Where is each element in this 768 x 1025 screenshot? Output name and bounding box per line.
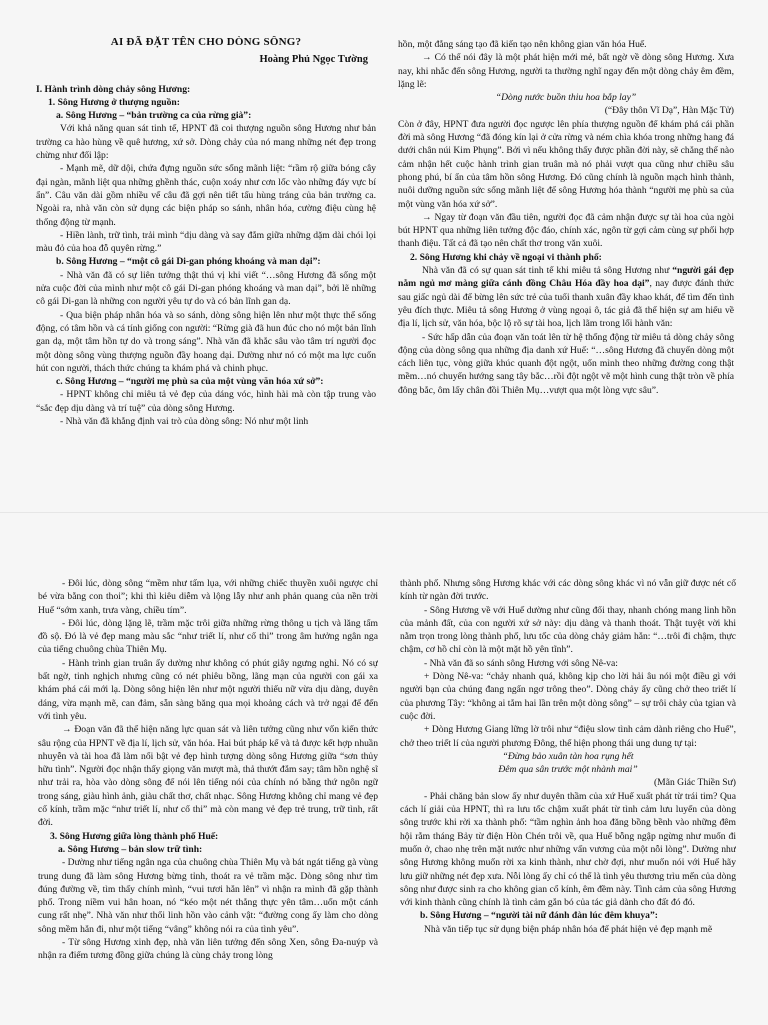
paragraph: - Sông Hương về với Huế dường như cũng đổi thay, nhanh chóng mang linh hồn của mảnh đất, của con người xứ sở này: dịu dàng và thanh thoát. Thật tuyệt vời khi nằm trọn trong lòng thành phố, lưu tốc của dòng chảy giảm hẳn: “…trôi đi chậm, thực chậm, cơ hồ chỉ còn là một mặt hồ yên tĩnh”. [400, 604, 736, 656]
sub-subsection-heading: b. Sông Hương – “người tài nữ đánh đàn lúc đêm khuya”: [420, 910, 658, 922]
document-author: Hoàng Phủ Ngọc Tường [259, 54, 368, 66]
poem-quote: “Dòng nước buồn thiu hoa bắp lay” [495, 92, 637, 104]
paragraph: - Phải chăng bản slow ấy như duyên thầm của xứ Huế xuất phát từ trái tim? Qua cách lí giải của HPNT, thì ra lưu tốc chậm xuất phát từ tình cảm lưu luyến của dòng sông trước khi rời xa thành phố: “tầm nghìn ảnh hoa đăng bồng bềnh vào những đêm hội rằm tháng Bảy từ điện Hòn Chén trôi về, qua Huế bỗng ngập ngừng như muốn đi muốn ở, chao nhẹ trên mặt nước như những vấn vương của một nỗi lòng”. Dường như sông Hương không muốn rời xa kinh thành, như chờ đợi, như muốn nói với Huế hãy lưu giữ những nét đẹp xưa. Nỗi lòng ấy chỉ có thể là tình yêu thương trìu mến của dòng sông như được sinh ra cho không gian cổ kính, êm đềm này. Tình cảm của sông Hương với kinh thành cũng chính là tình cảm gắn bó của tác giả dành cho đất đó đó. [400, 790, 736, 909]
paragraph-text: , nay được đánh thức sau giấc ngủ dài để bừng lên sức trẻ của tuổi thanh xuân đầy khao khát, để tìm đến tình yêu đích thực. Miêu tả sông Hương ở vùng ngoại ô, tác giả đã thể hiện sự am hiểu về địa lí, lịch sử, văn hóa, bộc lộ rõ sự tài hoa, lịch lãm trong lối hành văn: [398, 278, 734, 330]
paragraph: - Đôi lúc, dòng lặng lẽ, trầm mặc trôi giữa những rừng thông u tịch và lăng tẩm đồ sộ. Đó là vẻ đẹp mang màu sắc “như triết lí, như cổ thi” trong âm hưởng ngân nga của tiếng chuông chùa Thiên Mụ. [38, 617, 378, 656]
paragraph: Còn ở đây, HPNT đưa người đọc ngược lên phía thượng nguồn để khám phá cái phần đời mà sông Hương “đã đóng kín lại ở cửa rừng và ném chìa khóa trong những hang đá dưới chân núi Kim Phụng”. Bởi vì nếu không thấy được phần đời này, sẽ chẳng thể nào cảm nhận hết cuộc hành trình gian truân mà nó phải vượt qua cũng như chiều sâu phong phú, bí ẩn của tâm hồn sông Hương. Đó cũng chính là nguồn mạch hình thành, nuôi dưỡng nguồn sức sống mãnh liệt để sông Hương hóa thành “người mẹ phù sa của một vùng văn hóa xứ sở”. [398, 118, 734, 210]
body-bottom-right [400, 577, 736, 936]
subsection-heading: 3. Sông Hương giữa lòng thành phố Huế: [50, 830, 219, 842]
body-top-left [36, 83, 376, 429]
sub-subsection-heading: c. Sông Hương – “người mẹ phù sa của một vùng văn hóa xứ sở”: [56, 376, 324, 388]
paragraph: - Hiền lành, trữ tình, trải mình “dịu dàng và say đắm giữa những dặm dài chói lọi màu đỏ của hoa đỗ quyên rừng.” [36, 229, 376, 255]
paragraph: - Dường như tiếng ngân nga của chuông chùa Thiên Mụ và bát ngát tiếng gà vùng trung dung đã làm sông Hương bừng tỉnh, thoát ra vẻ trầm mặc. Dòng sông như tìm đúng đường về, tìm thấy chính mình, “vui tươi hẳn lên” vì nhận ra mình đã gặp thành phố. Trong niềm vui hân hoan, nó “kéo một nét thẳng thực yên tâm…uốn một cánh cung rất nhẹ”. Nhà văn như thổi linh hồn vào cảnh vật: “đường cong ấy làm cho dòng sông mềm hẳn đi, như một tiếng “vâng” không nói ra của tình yêu”. [38, 857, 378, 935]
paragraph: → Đoạn văn đã thể hiện năng lực quan sát và liên tưởng cũng như vốn kiến thức sâu rộng của HPNT về địa lí, lịch sử, văn hóa. Hai bút pháp kể và tả được kết hợp nhuần nhuyễn và tài hoa đã làm nổi bật vẻ đẹp hình tượng dòng sông Hương giữa “sơn thủy hữu tình”. Người đọc nhận thấy giọng văn mượt mà, thả thướt đắm say; tâm hồn nghệ sĩ như trải ra, hòa vào dòng sông để nói lên tiếng nói của chính nó bằng thứ ngôn ngữ trong sáng, giàu hình ảnh, giàu chất thơ, chất nhạc. Sông Hương không chỉ mang vẻ đẹp cổ kính, trầm mặc “như triết lí, như cổ thi” mà còn mang vẻ đẹp trẻ trung, trữ tình, rất đời. [38, 724, 378, 829]
paragraph: thành phố. Nhưng sông Hương khác với các dòng sông khác vì nó vẫn giữ được nét cổ kính từ ngàn đời trước. [400, 578, 736, 603]
column-left-bottom [38, 577, 378, 1025]
quote-source: (Mãn Giác Thiền Sư) [653, 777, 736, 789]
paragraph: hồn, một đẳng sáng tạo đã kiến tạo nên không gian văn hóa Huế. [398, 39, 647, 50]
paragraph: + Dòng Hương Giang lững lờ trôi như “điệu slow tình cảm dành riêng cho Huế”, chở theo triết lí của người phương Đông, thể hiện phong thái ung dung tự tại: [400, 724, 736, 749]
document-title: AI ĐÃ ĐẶT TÊN CHO DÒNG SÔNG? [110, 36, 302, 48]
poem-quote: Đêm qua sân trước một nhành mai” [498, 764, 638, 776]
paragraph: → Có thể nói đây là một phát hiện mới mẻ, bất ngờ về dòng sông Hương. Xưa nay, khi nhắc đến sông Hương, người ta thường nghĩ ngay đến một dòng chảy êm đềm, lặng lẽ: [398, 52, 734, 90]
column-right-top [398, 38, 734, 506]
paragraph: - HPNT không chỉ miêu tả vẻ đẹp của dáng vóc, hình hài mà còn tập trung vào “sắc đẹp dịu dàng và trí tuệ” của dòng sông Hương. [36, 389, 376, 414]
body-top-right [398, 38, 734, 397]
page-sheet-top [0, 0, 768, 512]
paragraph-text: Nhà văn đã có sự quan sát tinh tế khi miêu tả sông Hương như [422, 265, 670, 277]
paragraph: → Ngay từ đoạn văn đầu tiên, người đọc đã cảm nhận được sự tài hoa của ngòi bút HPNT qua những liên tưởng độc đáo, chính xác, ngôn từ gợi cảm cùng sự phối hợp thanh điệu. Tất cả đã tạo nên chất thơ trong văn xuôi. [398, 211, 734, 250]
paragraph: - Sức hấp dẫn của đoạn văn toát lên từ hệ thống động từ miêu tả dòng chảy sông động của dòng sông qua những địa danh xứ Huế: “…sông Hương đã chuyển dòng một cách liên tục, vòng giữa khúc quanh đột ngột, uốn mình theo những đường cong thật mềm…nó chuyển hướng sang tây bắc…rồi đột ngột vẽ một hình cung thật tròn về phía đông bắc, ôm lấy chân đồi Thiên Mụ…vượt qua một lòng vực sâu”. [398, 331, 734, 396]
sub-subsection-heading: a. Sông Hương – bản slow trữ tình: [58, 843, 203, 855]
paragraph: - Qua biện pháp nhân hóa và so sánh, dòng sông hiện lên như một thực thể sống động, có tâm hồn và cá tính giống con người: “Rừng già đã hun đúc cho nó một bản lĩnh gan dạ, một tâm hồn tự do và trong sáng”. Nhà văn đã khắc sâu vào tâm trí người đọc một dòng sông vùng thượng nguồn đầy hoang dại. Dường như nó có một ma lực cuốn hút con người, thách thức chúng ta khám phá và chinh phục. [36, 309, 376, 374]
paragraph: Với khả năng quan sát tinh tế, HPNT đã coi thượng nguồn sông Hương như bản trường ca hào hùng về quê hương, xứ sở. Dòng chảy của nó mang những nét đẹp trong chừng như đối lập: [36, 123, 376, 162]
paragraph: - Mạnh mẽ, dữ dội, chứa đựng nguồn sức sống mãnh liệt: “rầm rộ giữa bóng cây đại ngàn, mãnh liệt qua những ghềnh thác, cuộn xoáy như cơn lốc vào những đáy vực bí ẩn”. Câu văn dài gồm nhiều vế câu đã gợi nên tiết tấu hùng tráng của bản trường ca. Ngoài ra, nhà văn còn sử dụng các biện pháp so sánh, nhân hóa, cường điệu cùng hệ thống động từ mạnh. [36, 163, 376, 228]
paragraph: - Đôi lúc, dòng sông “mềm như tấm lụa, với những chiếc thuyền xuôi ngược chỉ bé vừa bằng con thoi”; khi thì kiêu diễm và lộng lẫy như anh phản quang của nền trời Huế “sớm xanh, trưa vàng, chiều tím”. [38, 578, 378, 616]
paragraph: - Nhà văn đã so sánh sông Hương với sông Nê-va: [424, 657, 618, 669]
sub-subsection-heading: a. Sông Hương – “bản trường ca của rừng già”: [56, 110, 252, 122]
paragraph: Nhà văn tiếp tục sử dụng biện pháp nhân hóa để phát hiện vẻ đẹp mạnh mẽ [424, 923, 713, 935]
page-sheet-bottom [0, 512, 768, 1025]
paragraph-bold-text: “người gái đẹp nằm ngủ mơ màng giữa cánh đồng Châu Hóa đầy hoa dại” [398, 265, 734, 290]
subsection-heading: 2. Sông Hương khi chảy về ngoại vi thành phố: [410, 251, 602, 263]
paragraph: - Nhà văn đã có sự liên tưởng thật thú vị khi viết “…sông Hương đã sống một nửa cuộc đời của mình như một cô gái Di-gan phóng khoáng và man dại”, bởi lẽ những cô gái Di-gan là những con người yêu tự do và có bản lĩnh gan dạ. [36, 269, 376, 308]
body-bottom-left [38, 577, 378, 963]
section-heading: I. Hành trình dòng chảy sông Hương: [36, 83, 191, 95]
paragraph: + Dòng Nê-va: “chảy nhanh quá, không kịp cho lời hải âu nói một điều gì với người bạn của chúng đang ngẩn ngơ trông theo”. Dòng chảy ấy cũng chở theo triết lí của phương Tây: “không ai tắm hai lần trên một dòng sông” – sự trôi chảy của tgian và cuộc đời. [400, 671, 736, 722]
paragraph: - Hành trình gian truân ấy dường như không có phút giây ngưng nghỉ. Nó có sự bất ngờ, tinh nghịch nhưng cũng có nét phiêu bồng, lãng mạn của người con gái xa khám phá cái mới lạ. Dòng sông hiện lên như một người thiếu nữ vừa dịu dàng, duyên dáng, vừa mạnh mẽ, can đảm, sẵn sàng băng qua mọi khoảng cách và trở ngại để đến với tình yêu. [38, 657, 378, 722]
paragraph: - Nhà văn đã khẳng định vai trò của dòng sông: Nó như một linh [60, 416, 309, 428]
sub-subsection-heading: b. Sông Hương – “một cô gái Di-gan phóng khoáng và man dại”: [56, 256, 321, 268]
paragraph [398, 264, 734, 330]
column-left-top [36, 36, 376, 506]
subsection-heading: 1. Sông Hương ở thượng nguồn: [48, 96, 180, 108]
poem-quote: “Đừng bảo xuân tàn hoa rụng hết [502, 750, 634, 762]
column-right-bottom [400, 577, 736, 1025]
quote-source: (“Đây thôn Vĩ Dạ”, Hàn Mặc Tử) [604, 105, 734, 117]
paragraph: - Từ sông Hương xinh đẹp, nhà văn liên tưởng đến sông Xen, sông Đa-nuýp và nhận ra điểm tương đồng giữa chúng là cùng chảy trong lòng [38, 937, 378, 962]
